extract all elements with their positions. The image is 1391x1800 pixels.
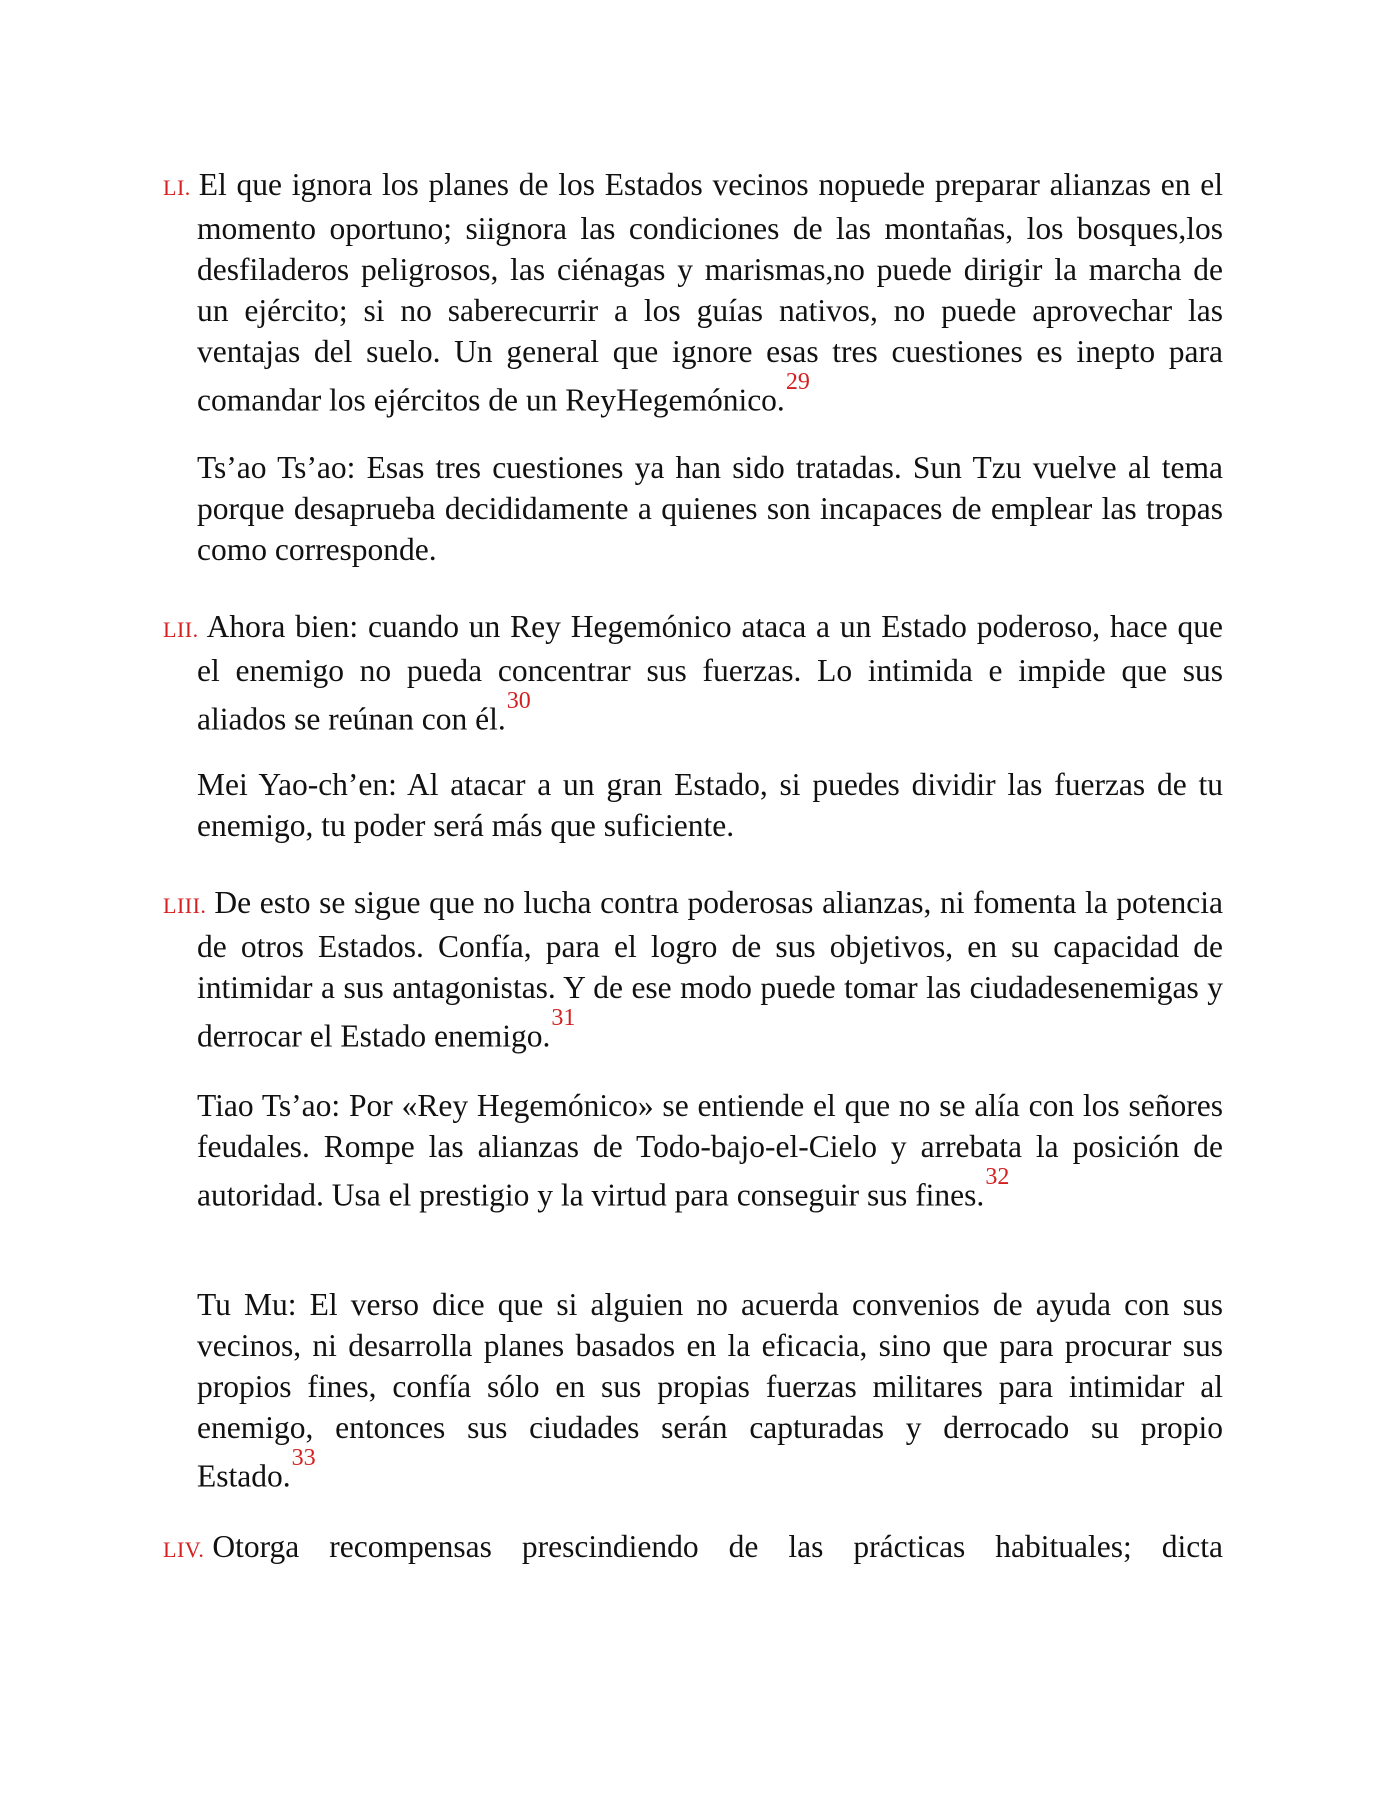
verse-number: LIII. [163, 893, 207, 918]
verse-liii [163, 882, 1223, 1057]
verse-text: El que ignora los planes de los Estados vecinos nopuede preparar alianzas en el momento oportuno; siignora las condiciones de las montañas, los bosques,los desfiladeros peligrosos, las ciénagas y marismas,no puede dirigir la marcha de un ejército; si no saberecurrir a los guías nativos, no puede aprovechar las ventajas del suelo. Un general que ignore esas tres cuestiones es inepto para comandar los ejércitos de un ReyHegemónico. [197, 167, 1223, 418]
commentary-tu-mu [197, 1284, 1223, 1497]
footnote-ref[interactable]: 29 [785, 369, 810, 395]
commentary-text: Tiao Ts’ao: Por «Rey Hegemónico» se entiende el que no se alía con los señores feudales. Rompe las alianzas de Todo-bajo-el-Cielo y arrebata la posición de autoridad. Usa el prestigio y la virtud para conseguir sus fines. [197, 1088, 1223, 1213]
verse-text: De esto se sigue que no lucha contra poderosas alianzas, ni fomenta la potencia de otros Estados. Confía, para el logro de sus objetivos, en su capacidad de intimidar a sus antagonistas. Y de ese modo puede tomar las ciudadesenemigas y derrocar el Estado enemigo. [197, 885, 1223, 1054]
commentary-tsao-tsao [197, 447, 1223, 570]
commentary-mei-yao-chen [197, 764, 1223, 846]
verse-lii [163, 606, 1223, 740]
verse-number: LIV. [163, 1537, 205, 1562]
commentary-tiao-tsao [197, 1085, 1223, 1216]
footnote-ref[interactable]: 33 [291, 1445, 316, 1471]
verse-liv [163, 1526, 1223, 1570]
verse-li [163, 164, 1223, 421]
footnote-ref[interactable]: 32 [985, 1164, 1010, 1190]
verse-number: LII. [163, 617, 199, 642]
commentary-text: Ts’ao Ts’ao: Esas tres cuestiones ya han sido tratadas. Sun Tzu vuelve al tema porque desaprueba decididamente a quienes son incapaces de emplear las tropas como corresponde. [197, 450, 1223, 567]
verse-number: LI. [163, 175, 191, 200]
commentary-text: Tu Mu: El verso dice que si alguien no acuerda convenios de ayuda con sus vecinos, ni desarrolla planes basados en la eficacia, sino que para procurar sus propios fines, confía sólo en sus propias fuerzas militares para intimidar al enemigo, entonces sus ciudades serán capturadas y derrocado su propio Estado. [197, 1287, 1223, 1494]
verse-text: Otorga recompensas prescindiendo de las prácticas habituales; dicta [212, 1529, 1223, 1564]
footnote-ref[interactable]: 31 [551, 1005, 576, 1031]
commentary-text: Mei Yao-ch’en: Al atacar a un gran Estado, si puedes dividir las fuerzas de tu enemigo, tu poder será más que suficiente. [197, 767, 1223, 843]
footnote-ref[interactable]: 30 [506, 688, 531, 714]
verse-text: Ahora bien: cuando un Rey Hegemónico ataca a un Estado poderoso, hace que el enemigo no pueda concentrar sus fuerzas. Lo intimida e impide que sus aliados se reúnan con él. [197, 609, 1223, 737]
